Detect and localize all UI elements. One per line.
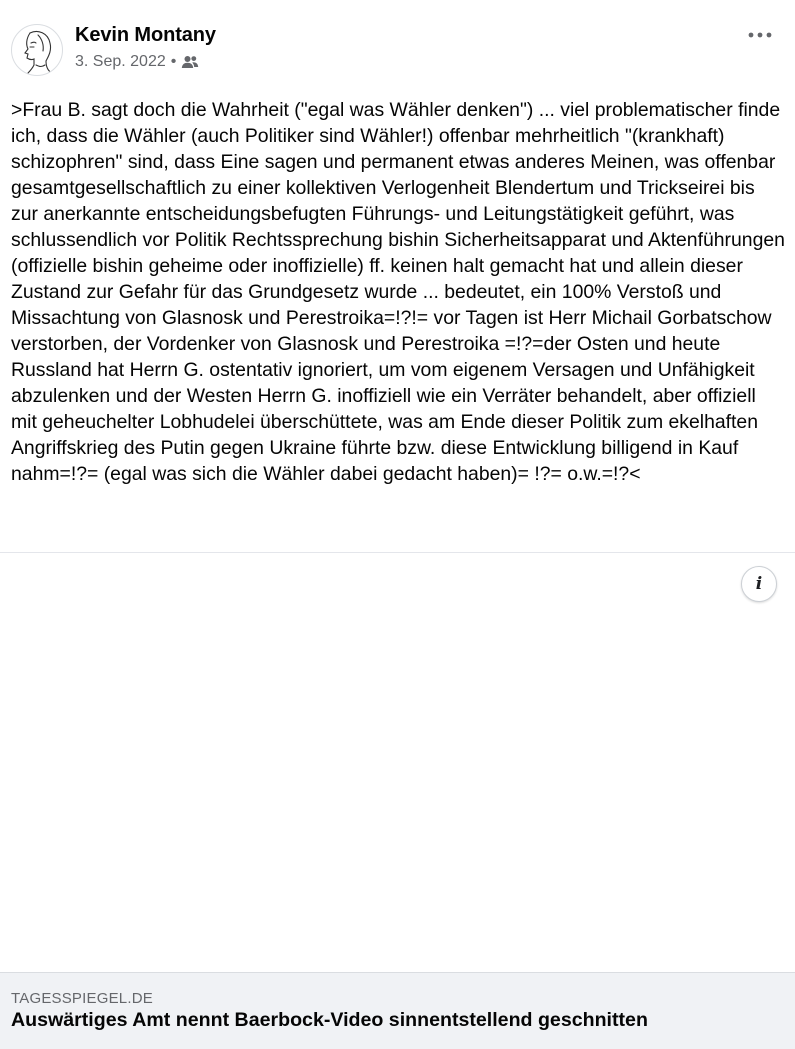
post-text: >Frau B. sagt doch die Wahrheit ("egal was Wähler denken") ... viel problematischer finde ich, dass die Wähler (auch Politiker sind Wähler!) offenbar mehrheitlich "(krankhaft) schizophren" sind, dass Eine sagen und permanent etwas anderes Meinen, was offenbar gesamtgesellschaftlich zu einer kollektiven Verlogenheit Blendertum und Trickseirei bis zur anerkannte entscheidungsbefugten Führungs- und Leitungstätigkeit geführt, was schlussendlich vor Politik Rechtssprechung bishin Sicherheitsapparat und Aktenführungen (offizielle bishin geheime oder inoffizielle) ff. keinen halt gemacht hat und allein dieser Zustand zur Gefahr für das Grundgesetz wurde ... bedeutet, ein 100% Verstoß und Missachtung von Glasnosk und Perestroika=!?!= vor Tagen ist Herr Michail Gorbatschow verstorben, der Vordenker von Glasnosk und Perestroika =!?=der Osten und heute Russland hat Herrn G. ostentativ ignoriert, um vom eigenem Versagen und Unfähigkeit abzulenken und der Westen Herrn G. inoffiziell wie ein Verräter behandelt, aber offiziell mit geheuchelter Lobhudelei überschüttete, was am Ende dieser Politik zum ekelhaften Angriffskrieg des Putin gegen Ukraine führte bzw. diese Entwicklung billigend in Kauf nahm=!?= (egal was sich die Wähler dabei gedacht haben)= !?= o.w.=!?< — [11, 99, 785, 485]
avatar-sketch-icon — [12, 25, 63, 76]
link-domain: TAGESSPIEGEL.DE — [11, 990, 153, 1007]
post-header — [0, 0, 795, 90]
post-date[interactable]: 3. Sep. 2022 — [75, 53, 166, 70]
link-preview[interactable] — [0, 972, 795, 1049]
author-avatar[interactable] — [11, 24, 63, 76]
friends-icon[interactable] — [181, 54, 199, 70]
post-meta — [75, 53, 199, 71]
meta-separator: • — [170, 53, 177, 70]
more-dots-icon — [748, 32, 772, 38]
more-options-button[interactable] — [742, 18, 778, 52]
link-media-area[interactable] — [0, 553, 795, 972]
link-title[interactable]: Auswärtiges Amt nennt Baerbock-Video sinnentstellend geschnitten — [11, 1009, 648, 1031]
info-button[interactable] — [741, 566, 777, 602]
info-icon: i — [755, 574, 763, 594]
author-name[interactable]: Kevin Montany — [75, 24, 216, 46]
